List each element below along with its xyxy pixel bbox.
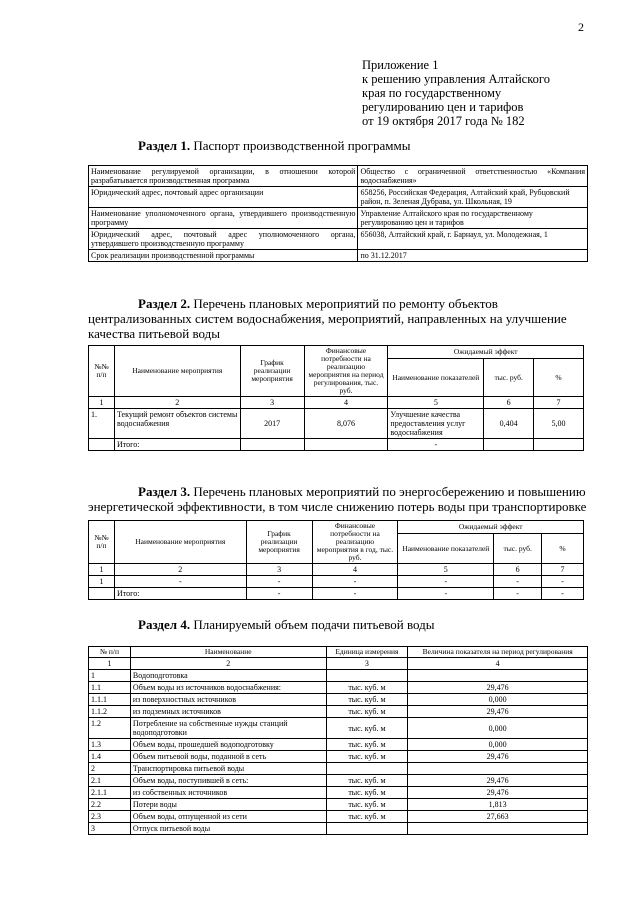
table-cell [408, 823, 588, 835]
table-cell: - [398, 588, 494, 600]
table-cell: Текущий ремонт объектов системы водоснабжения [114, 409, 240, 439]
col-number: 4 [312, 564, 398, 576]
table-cell: 656038, Алтайский край, г. Барнаул, ул. Молодежная, 1 [358, 229, 588, 250]
table-row [89, 588, 584, 600]
table-cell: тыс. куб. м [326, 718, 408, 739]
header-cell: Наименование показателей [388, 359, 484, 397]
header-cell: График реализации мероприятия [246, 521, 312, 564]
table-cell: тыс. куб. м [326, 787, 408, 799]
appendix-line: к решению управления Алтайского [362, 72, 550, 86]
table-row [89, 250, 588, 262]
table-row [89, 670, 588, 682]
table-row [89, 682, 588, 694]
col-number: 3 [240, 397, 304, 409]
header-cell: Наименование [130, 647, 326, 658]
table-cell: 2.1 [89, 775, 131, 787]
table-cell: 0,000 [408, 694, 588, 706]
table-cell: тыс. куб. м [326, 706, 408, 718]
table-cell: - [388, 439, 484, 451]
total-label: Итого: [114, 588, 246, 600]
table-cell: тыс. куб. м [326, 811, 408, 823]
table-cell: 1 [89, 576, 115, 588]
table-cell: 1 [89, 670, 131, 682]
table-row [89, 775, 588, 787]
section1-table [88, 165, 588, 262]
header-cell: График реализации мероприятия [240, 346, 304, 397]
table-cell: Объем питьевой воды, поданной в сеть [130, 751, 326, 763]
header-cell: Финансовые потребности на реализацию мероприятия в год, тыс. руб. [312, 521, 398, 564]
header-cell: Ожидаемый эффект [398, 521, 584, 534]
table-cell: - [312, 588, 398, 600]
appendix-line: Приложение 1 [362, 58, 439, 72]
table-cell: тыс. куб. м [326, 799, 408, 811]
table-cell: 1. [89, 409, 115, 439]
appendix-line: края по государственному [362, 86, 502, 100]
table-cell: Объем воды, поступившей в сеть: [130, 775, 326, 787]
section1-title: Раздел 1. Паспорт производственной программы [138, 138, 411, 153]
table-cell: Юридический адрес, почтовый адрес организации [89, 187, 358, 208]
table-cell: из поверхностных источников [130, 694, 326, 706]
table-cell: Наименование уполномоченного органа, утвердившего производственную программу [89, 208, 358, 229]
table-row [89, 397, 584, 409]
table-cell: 1.1 [89, 682, 131, 694]
header-cell: Наименование мероприятия [114, 346, 240, 397]
table-cell: 0,000 [408, 739, 588, 751]
table-cell: 0,000 [408, 718, 588, 739]
header-cell: №№ п/п [89, 521, 115, 564]
col-number: 1 [89, 658, 131, 670]
table-cell [408, 670, 588, 682]
col-number: 7 [534, 397, 584, 409]
table-row [89, 739, 588, 751]
header-cell: Финансовые потребности на реализацию мероприятия на период регулирования, тыс. руб. [304, 346, 388, 397]
table-row [89, 763, 588, 775]
table-row [89, 658, 588, 670]
table-cell [326, 823, 408, 835]
header-cell: % [542, 534, 584, 564]
table-cell [326, 763, 408, 775]
table-cell: 29,476 [408, 775, 588, 787]
col-number: 3 [246, 564, 312, 576]
col-number: 6 [494, 564, 542, 576]
col-number: 1 [89, 564, 115, 576]
table-cell: 2.2 [89, 799, 131, 811]
table-row [89, 823, 588, 835]
page-number: 2 [578, 20, 584, 34]
section2-table [88, 345, 584, 451]
table-cell: 27,663 [408, 811, 588, 823]
table-cell: Объем воды, отпущенной из сети [130, 811, 326, 823]
table-row [89, 229, 588, 250]
header-cell: Наименование показателей [398, 534, 494, 564]
table-cell: тыс. куб. м [326, 682, 408, 694]
header-cell: тыс. руб. [484, 359, 534, 397]
table-cell: 1.4 [89, 751, 131, 763]
table-cell: 1.2 [89, 718, 131, 739]
table-cell: тыс. куб. м [326, 751, 408, 763]
table-cell: 2017 [240, 409, 304, 439]
table-cell: - [312, 576, 398, 588]
table-row [89, 799, 588, 811]
table-cell: из собственных источников [130, 787, 326, 799]
table-cell: Объем воды, прошедшей водоподготовку [130, 739, 326, 751]
section4-table [88, 646, 588, 835]
col-number: 2 [114, 397, 240, 409]
table-cell: 8,076 [304, 409, 388, 439]
table-cell: - [114, 576, 246, 588]
table-cell: из подземных источников [130, 706, 326, 718]
table-row [89, 208, 588, 229]
col-number: 2 [114, 564, 246, 576]
table-cell: 29,476 [408, 682, 588, 694]
table-row [89, 751, 588, 763]
header-cell: Единица измерения [326, 647, 408, 658]
table-cell: Срок реализации производственной программы [89, 250, 358, 262]
table-cell: тыс. куб. м [326, 694, 408, 706]
table-row [89, 576, 584, 588]
table-cell: Управление Алтайского края по государственному регулированию цен и тарифов [358, 208, 588, 229]
table-cell: Водоподготовка [130, 670, 326, 682]
table-row [89, 166, 588, 187]
table-cell: Потери воды [130, 799, 326, 811]
table-cell: тыс. куб. м [326, 775, 408, 787]
table-cell: 29,476 [408, 751, 588, 763]
table-cell: 5,00 [534, 409, 584, 439]
col-number: 5 [398, 564, 494, 576]
table-cell: тыс. куб. м [326, 739, 408, 751]
table-row [89, 811, 588, 823]
table-row [89, 409, 584, 439]
table-cell: по 31.12.2017 [358, 250, 588, 262]
header-cell: Ожидаемый эффект [388, 346, 584, 359]
table-cell: 29,476 [408, 706, 588, 718]
table-cell: - [494, 576, 542, 588]
header-cell: тыс. руб. [494, 534, 542, 564]
table-cell: - [542, 588, 584, 600]
section3-title: Раздел 3. Перечень плановых мероприятий по энергосбережению и повышению энергетической эффективности, в том числе снижению потерь воды при транспортировке [88, 484, 587, 514]
col-number: 6 [484, 397, 534, 409]
table-cell: 1.3 [89, 739, 131, 751]
appendix-line: от 19 октября 2017 года № 182 [362, 114, 525, 128]
table-cell: Транспортировка питьевой воды [130, 763, 326, 775]
table-cell: Наименование регулируемой организации, в отношении которой разрабатывается производственная программа [89, 166, 358, 187]
table-cell: - [246, 576, 312, 588]
table-cell: - [542, 576, 584, 588]
col-number: 2 [130, 658, 326, 670]
table-cell: 3 [89, 823, 131, 835]
table-cell: 0,404 [484, 409, 534, 439]
table-cell: Улучшение качества предоставления услуг водоснабжения [388, 409, 484, 439]
section4-title: Раздел 4. Планируемый объем подачи питьевой воды [138, 617, 435, 632]
appendix-block [362, 58, 550, 128]
table-cell: - [246, 588, 312, 600]
table-cell: Потребление на собственные нужды станций водоподготовки [130, 718, 326, 739]
section2-title: Раздел 2. Перечень плановых мероприятий по ремонту объектов централизованных систем водоснабжения, мероприятий, направленных на улучшение качества питьевой воды [88, 296, 567, 341]
table-cell: Юридический адрес, почтовый адрес уполномоченного органа, утвердившего производственную программу [89, 229, 358, 250]
table-cell: 1.1.1 [89, 694, 131, 706]
table-cell: Общество с ограниченной ответственностью «Компания водоснабжения» [358, 166, 588, 187]
table-cell: 1,813 [408, 799, 588, 811]
section3-table [88, 520, 584, 600]
col-number: 5 [388, 397, 484, 409]
table-cell: 2 [89, 763, 131, 775]
table-cell: Отпуск питьевой воды [130, 823, 326, 835]
header-cell: Наименование мероприятия [114, 521, 246, 564]
section4-body [89, 670, 588, 835]
table-cell: 29,476 [408, 787, 588, 799]
table-cell: 658256, Российская Федерация, Алтайский край, Рубцовский район, п. Зеленая Дубрава, ул. Школьная, 19 [358, 187, 588, 208]
col-number: 7 [542, 564, 584, 576]
table-cell: 2.3 [89, 811, 131, 823]
table-row [89, 187, 588, 208]
table-row [89, 706, 588, 718]
col-number: 4 [408, 658, 588, 670]
table-cell [408, 763, 588, 775]
header-cell: Величина показателя на период регулирования [408, 647, 588, 658]
total-label: Итого: [114, 439, 240, 451]
col-number: 3 [326, 658, 408, 670]
table-row [89, 439, 584, 451]
table-row [89, 694, 588, 706]
table-cell: 2.1.1 [89, 787, 131, 799]
header-cell: % [534, 359, 584, 397]
table-row [89, 564, 584, 576]
table-cell: - [494, 588, 542, 600]
col-number: 4 [304, 397, 388, 409]
table-row [89, 718, 588, 739]
header-cell: №№ п/п [89, 346, 115, 397]
table-cell: 1.1.2 [89, 706, 131, 718]
col-number: 1 [89, 397, 115, 409]
appendix-line: регулированию цен и тарифов [362, 100, 524, 114]
table-cell: - [398, 576, 494, 588]
table-cell [326, 670, 408, 682]
table-cell: Объем воды из источников водоснабжения: [130, 682, 326, 694]
header-cell: № п/п [89, 647, 131, 658]
table-row [89, 787, 588, 799]
